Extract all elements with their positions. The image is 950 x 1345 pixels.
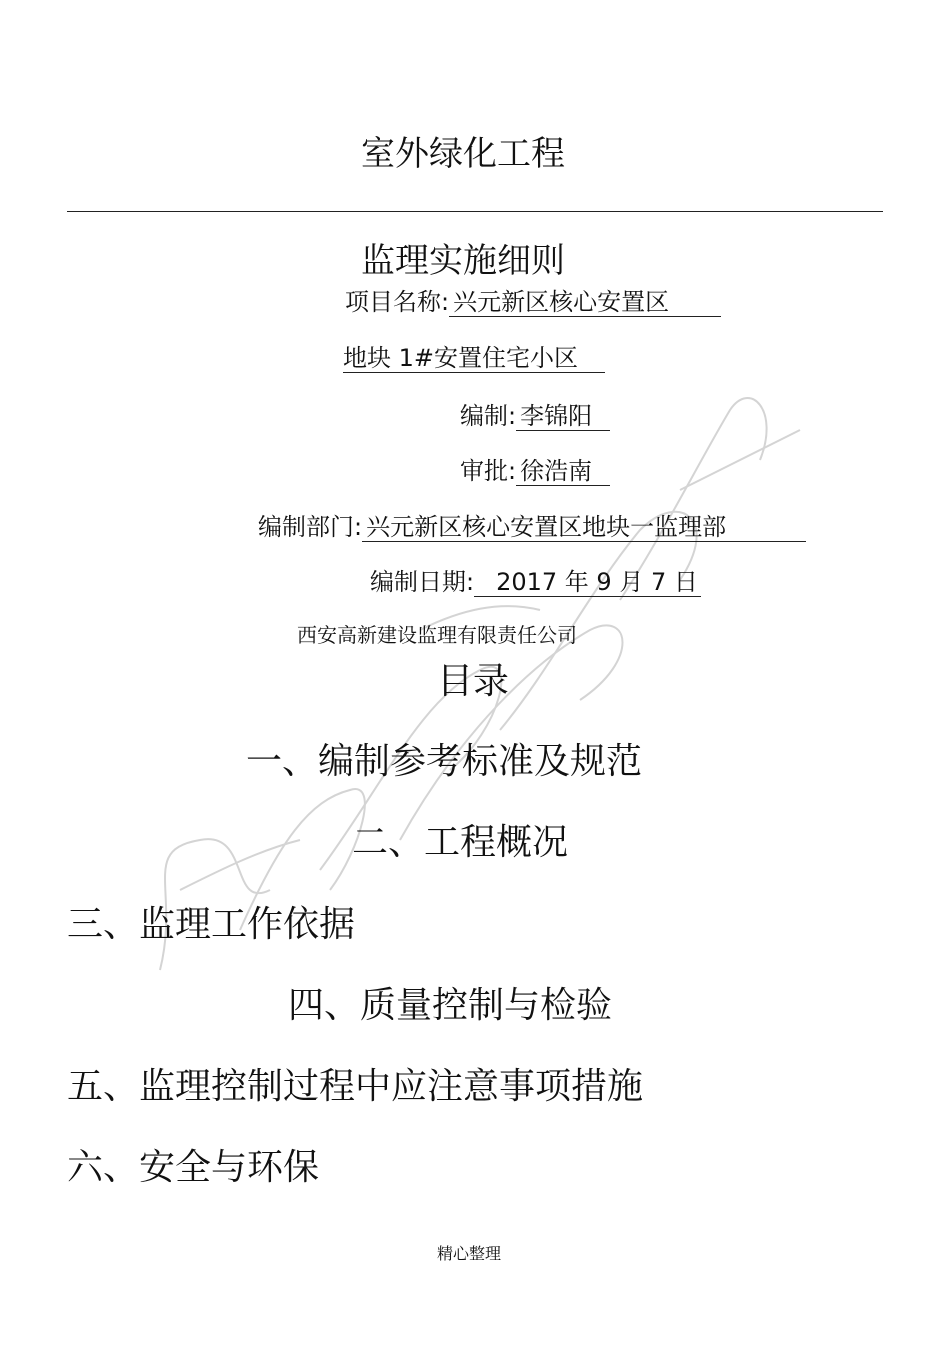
project-name-value-line2: 地块 1#安置住宅小区 <box>343 346 605 373</box>
toc-item-3: 三、监理工作依据 <box>67 904 356 945</box>
toc-item-6: 六、安全与环保 <box>67 1147 320 1188</box>
toc-heading: 目录 <box>437 661 510 702</box>
project-name-row <box>345 290 721 317</box>
toc-item-5: 五、监理控制过程中应注意事项措施 <box>67 1066 644 1107</box>
project-name-label: 项目名称: <box>345 288 450 316</box>
toc-item-4: 四、质量控制与检验 <box>288 985 613 1026</box>
title-divider <box>67 211 883 212</box>
date-value: 2017 年 9 月 7 日 <box>474 570 701 597</box>
date-row <box>370 570 701 597</box>
toc-item-1: 一、编制参考标准及规范 <box>246 741 643 782</box>
reviewer-value: 徐浩南 <box>516 459 610 486</box>
department-row <box>258 515 806 542</box>
toc-item-2: 二、工程概况 <box>352 822 569 863</box>
company-name: 西安高新建设监理有限责任公司 <box>297 623 577 647</box>
compiler-label: 编制: <box>460 402 517 430</box>
document-subtitle: 监理实施细则 <box>361 241 565 281</box>
reviewer-row <box>460 459 610 486</box>
page-footer: 精心整理 <box>437 1244 502 1263</box>
project-name-value: 兴元新区核心安置区 <box>449 290 721 317</box>
department-label: 编制部门: <box>258 513 363 541</box>
date-label: 编制日期: <box>370 568 475 596</box>
document-title: 室外绿化工程 <box>361 134 565 174</box>
compiler-row <box>460 404 610 431</box>
compiler-value: 李锦阳 <box>516 404 610 431</box>
reviewer-label: 审批: <box>460 457 517 485</box>
department-value: 兴元新区核心安置区地块一监理部 <box>362 515 806 542</box>
